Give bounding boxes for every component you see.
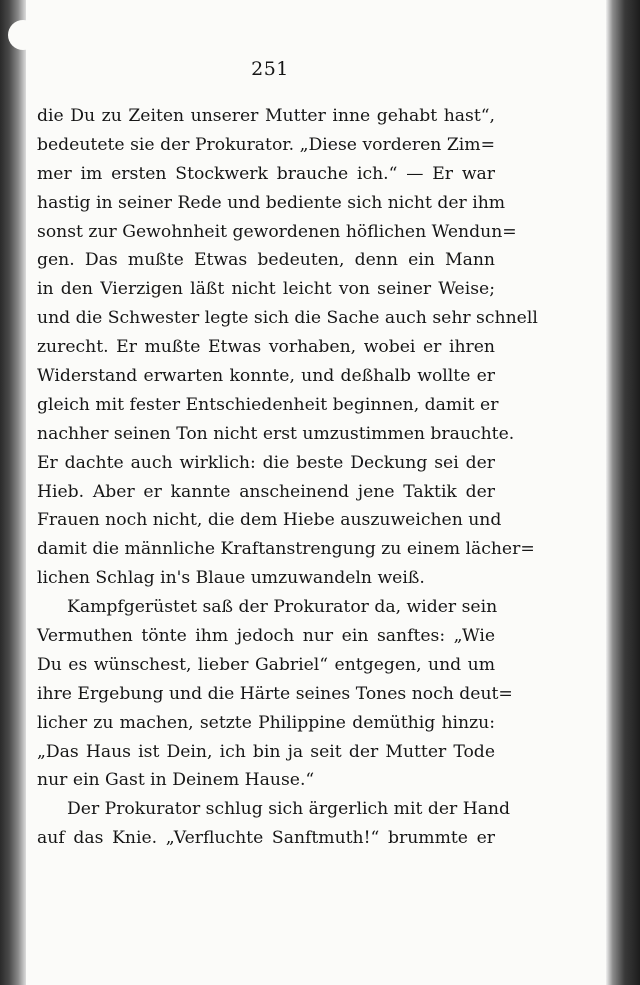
- text-line: die Du zu Zeiten unserer Mutter inne gehabt hast“,: [37, 106, 495, 126]
- text-line: Der Prokurator schlug sich ärgerlich mit der Hand: [67, 799, 510, 820]
- text-line: hastig in seiner Rede und bediente sich nicht der ihm: [37, 192, 506, 213]
- scan-hole: [8, 20, 38, 50]
- text-line: mer im ersten Stockwerk brauche ich.“ — Er war: [37, 163, 495, 184]
- text-line: gen. Das mußte Etwas bedeuten, denn ein Mann: [37, 250, 495, 271]
- text-line: Vermuthen tönte ihm jedoch nur ein sanftes: „Wie: [37, 626, 495, 647]
- text-line: Du es wünschest, lieber Gabriel“ entgegen, und um: [37, 654, 495, 675]
- text-line: Widerstand erwarten konnte, und deßhalb wollte er: [37, 366, 495, 387]
- body-text: [37, 102, 538, 853]
- text-line: in den Vierzigen läßt nicht leicht von seiner Weise;: [37, 279, 495, 300]
- scan-right-edge: [606, 0, 640, 985]
- text-line: Er dachte auch wirklich: die beste Deckung sei der: [37, 452, 495, 473]
- text-line: damit die männliche Kraftanstrengung zu einem lächer=: [37, 539, 535, 560]
- text-line: nur ein Gast in Deinem Hause.“: [37, 770, 315, 791]
- text-line: Frauen noch nicht, die dem Hiebe auszuweichen und: [37, 510, 502, 531]
- scan-left-edge: [0, 0, 26, 985]
- text-line: licher zu machen, setzte Philippine demüthig hinzu:: [37, 712, 495, 733]
- text-line: „Das Haus ist Dein, ich bin ja seit der Mutter Tode: [37, 741, 495, 762]
- page-number: 251: [251, 58, 289, 80]
- text-line: Kampfgerüstet saß der Prokurator da, wider sein: [67, 597, 498, 618]
- text-line: und die Schwester legte sich die Sache auch sehr schnell: [37, 308, 538, 329]
- text-line: auf das Knie. „Verfluchte Sanftmuth!“ brummte er: [37, 828, 495, 849]
- text-line: Hieb. Aber er kannte anscheinend jene Taktik der: [37, 481, 495, 502]
- text-line: nachher seinen Ton nicht erst umzustimmen brauchte.: [37, 423, 515, 444]
- text-line: sonst zur Gewohnheit gewordenen höflichen Wendun=: [37, 221, 517, 242]
- text-line: bedeutete sie der Prokurator. „Diese vorderen Zim=: [37, 134, 495, 155]
- text-line: zurecht. Er mußte Etwas vorhaben, wobei er ihren: [37, 337, 495, 358]
- text-line: ihre Ergebung und die Härte seines Tones noch deut=: [37, 683, 513, 704]
- text-line: gleich mit fester Entschiedenheit beginnen, damit er: [37, 394, 499, 415]
- text-line: lichen Schlag in's Blaue umzuwandeln weiß.: [37, 568, 425, 589]
